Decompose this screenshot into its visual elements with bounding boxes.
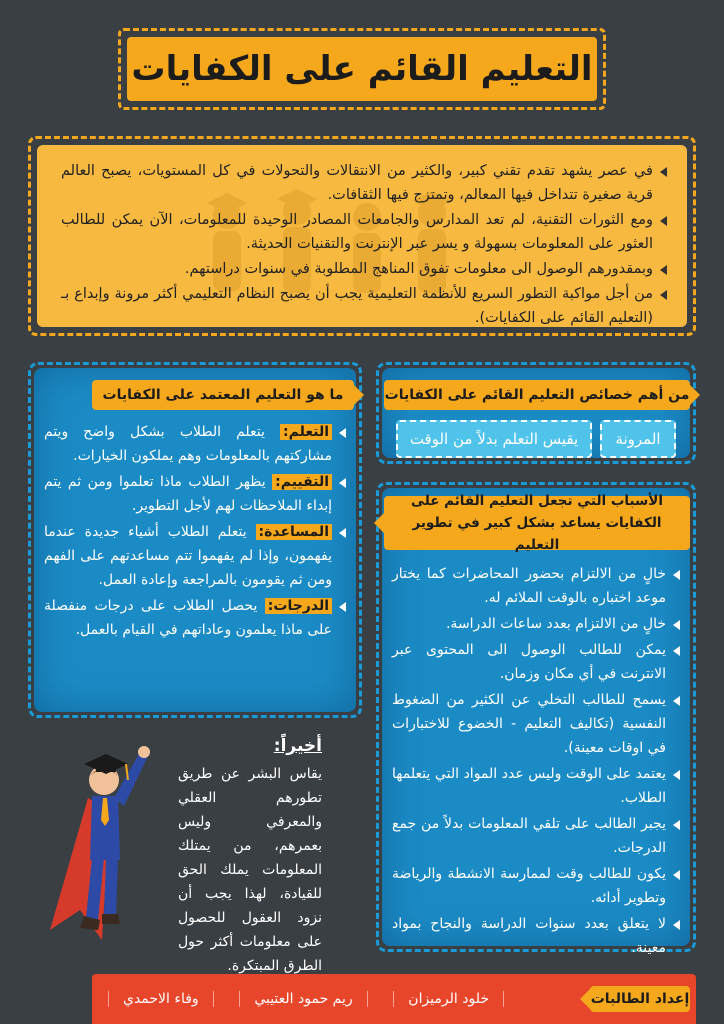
author-name-3: وفاء الاحمدي (108, 991, 214, 1007)
page-title: التعليم القائم على الكفايات (131, 49, 593, 89)
intro-paragraph-1: في عصر يشهد تقدم تقني كبير، والكثير من الانتقالات والتحولات في كل المستويات، يصبح العالم قرية صغيرة تتداخل فيها المعالم، وتمتزج فيها الثقافات. (61, 159, 667, 207)
chip-measure-learning (396, 420, 592, 458)
author-name-1: خلود الرميزان (393, 991, 504, 1007)
what-item-grades (44, 594, 346, 642)
reasons-heading-text: الأسباب التي تجعل التعليم القائم على الكفايات يساعد بشكل كبير في تطوير التعليم (411, 493, 663, 553)
reasons-list (392, 562, 680, 960)
what-term-assessment: التقييم: (272, 474, 332, 490)
what-heading (92, 380, 354, 410)
what-term-grades: الدرجات: (265, 598, 332, 614)
what-text-learning: يتعلم الطلاب بشكل واضح ويتم مشاركتهم بالمعلومات وهم يملكون الخيارات. (44, 424, 332, 464)
footer-label-text: إعداد الطالبات (590, 991, 690, 1007)
title-banner (127, 37, 597, 101)
reason-item-5: يعتمد على الوقت وليس عدد المواد التي يتعلمها الطلاب. (392, 762, 680, 810)
reason-item-4: يسمح للطالب التخلي عن الكثير من الضغوط النفسية (تكاليف التعليم - الخضوع للاختبارات في اوقات معينة). (392, 688, 680, 760)
footer-bar (92, 974, 696, 1024)
what-item-learning (44, 420, 346, 468)
what-text-help: يتعلم الطلاب أشياء جديدة عندما يفهمون، وإذا لم يفهموا تتم مساعدتهم على الفهم ومن ثم يقومون بالمراجعة وإعادة العمل. (44, 524, 332, 588)
reason-item-7: يكون للطالب وقت لممارسة الانشطة والرياضة وتطوير أدائه. (392, 862, 680, 910)
reason-item-3: يمكن للطالب الوصول الى المحتوى عبر الانترنت في أي مكان وزمان. (392, 638, 680, 686)
features-heading (384, 380, 690, 410)
intro-box (37, 145, 687, 327)
conclusion-text: يقاس البشر عن طريق تطورهم العقلي والمعرفي وليس بعمرهم، من يمتلك المعلومات يملك الحق للقيادة، لهذا يجب أن نزود العقول للحصول على معلومات أكثر حول الطرق المبتكرة. (178, 766, 322, 974)
what-list (44, 420, 346, 642)
intro-frame (28, 136, 696, 336)
reasons-heading (384, 493, 690, 553)
intro-paragraph-2: ومع الثورات التقنية، لم تعد المدارس والجامعات المصادر الوحيدة للمعلومات، الآن يمكن للطالب العثور على المعلومات بسهولة و يسر عبر الإنترنت والتقنيات الحديثة. (61, 208, 667, 256)
footer-label (590, 986, 690, 1012)
intro-paragraph-4: من أجل مواكبة التطور السريع للأنظمة التعليمية يجب أن يصبح النظام التعليمي أكثر مرونة وإبداع بـ (التعليم القائم على الكفايات). (61, 282, 667, 327)
chip-measure-learning-label: يقيس التعلم بدلاً من الوقت (409, 430, 579, 448)
what-heading-text: ما هو التعليم المعتمد على الكفايات (102, 387, 344, 403)
intro-paragraph-3: وبمقدورهم الوصول الى معلومات تفوق المناهج المطلوبة في سنوات دراستهم. (61, 257, 667, 281)
what-item-help (44, 520, 346, 592)
conclusion-title: أخيراً: (273, 736, 322, 756)
title-frame (118, 28, 606, 110)
what-text-grades: يحصل الطلاب على درجات منفصلة على ماذا يعلمون وعاداتهم في القيام بالعمل. (44, 598, 332, 638)
what-term-learning: التعلم: (280, 424, 332, 440)
reason-item-1: خالٍ من الالتزام بحضور المحاضرات كما يختار موعد اختباره بالوقت الملائم له. (392, 562, 680, 610)
features-heading-text: من أهم خصائص التعليم القائم على الكفايات (384, 387, 690, 403)
author-name-2: ريم حمود العتيبي (239, 991, 367, 1007)
what-text-assessment: يظهر الطلاب ماذا تعلموا ومن ثم يتم إبداء الملاحظات لهم لأجل التطوير. (44, 474, 332, 514)
what-term-help: المساعدة: (256, 524, 332, 540)
reason-item-6: يجبر الطالب على تلقي المعلومات بدلاً من جمع الدرجات. (392, 812, 680, 860)
footer-names (108, 986, 504, 1012)
chip-flexibility (600, 420, 676, 458)
what-item-assessment (44, 470, 346, 518)
reason-item-8: لا يتعلق بعدد سنوات الدراسة والنجاح بمواد معينة. (392, 912, 680, 960)
chip-flexibility-label: المرونة (615, 430, 661, 448)
superhero-graduate-icon (40, 740, 160, 950)
reason-item-2: خالٍ من الالتزام بعدد ساعات الدراسة. (392, 612, 680, 636)
